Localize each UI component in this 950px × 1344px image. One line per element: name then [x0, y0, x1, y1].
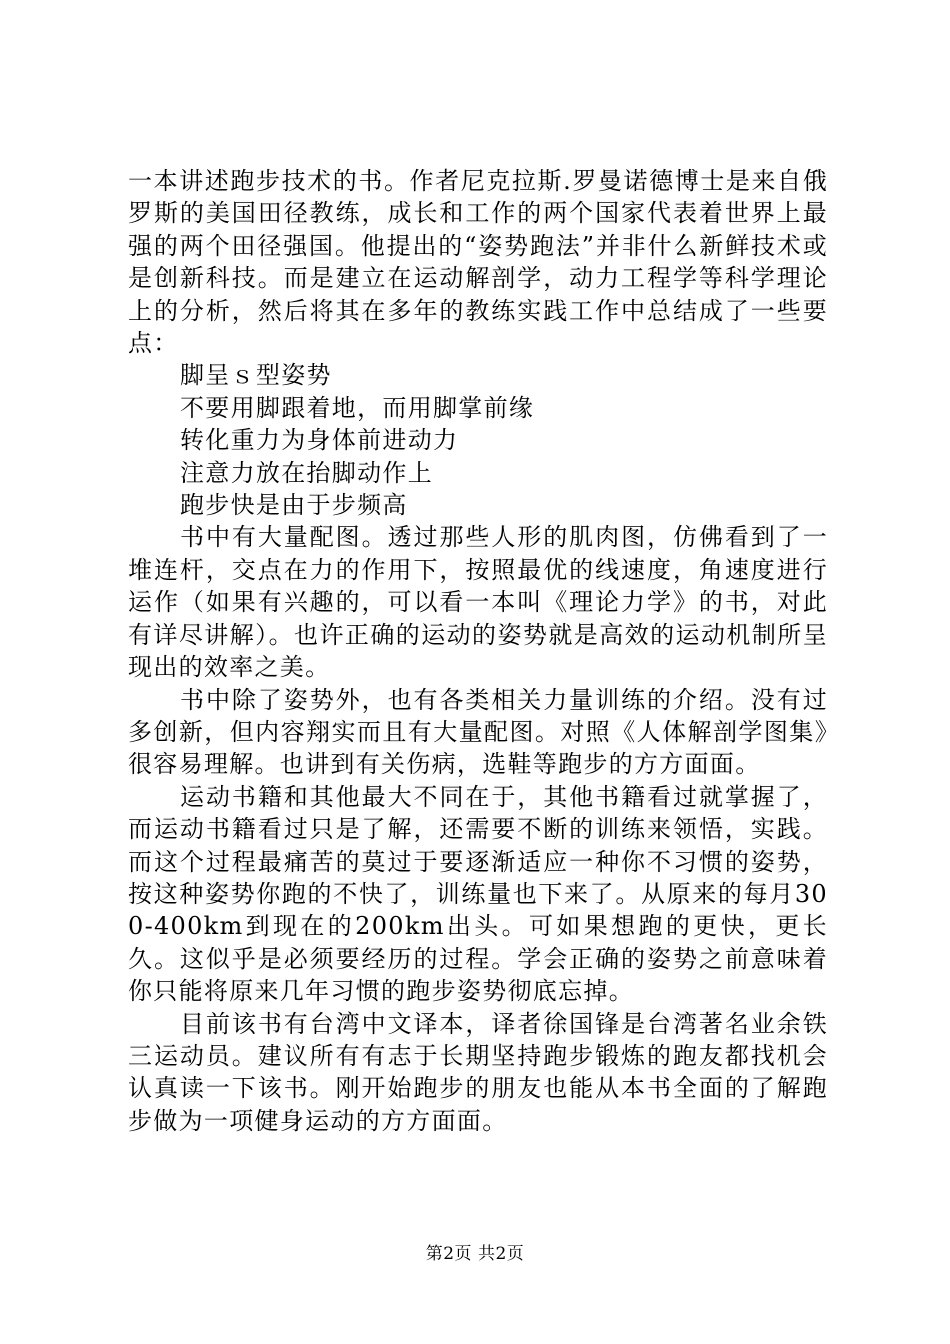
- point-item: 跑步快是由于步频高: [180, 491, 408, 520]
- body-paragraph: 书中除了姿势外，也有各类相关力量训练的介绍。没有过多创新，但内容翔实而且有大量配图。对照《人体解剖学图集》很容易理解。也讲到有关伤病，选鞋等跑步的方方面面。: [128, 685, 828, 779]
- point-item: 注意力放在抬脚动作上: [180, 458, 433, 487]
- point-item: 不要用脚跟着地，而用脚掌前缘: [180, 393, 535, 422]
- document-body: [128, 165, 828, 1137]
- body-paragraph: 书中有大量配图。透过那些人形的肌肉图，仿佛看到了一堆连杆，交点在力的作用下，按照最优的线速度，角速度进行运作（如果有兴趣的，可以看一本叫《理论力学》的书，对此有详尽讲解）。也许正确的运动的姿势就是高效的运动机制所呈现出的效率之美。: [128, 523, 828, 682]
- page-number-footer: 第2页 共2页: [425, 1244, 525, 1264]
- body-paragraph: 运动书籍和其他最大不同在于，其他书籍看过就掌握了，而运动书籍看过只是了解，还需要不断的训练来领悟，实践。而这个过程最痛苦的莫过于要逐渐适应一种你不习惯的姿势，按这种姿势你跑的不快了，训练量也下来了。从原来的每月300-400km到现在的200km出头。可如果想跑的更快，更长久。这似乎是必须要经历的过程。学会正确的姿势之前意味着你只能将原来几年习惯的跑步姿势彻底忘掉。: [128, 782, 828, 1006]
- point-item: 转化重力为身体前进动力: [180, 426, 459, 455]
- intro-paragraph: 一本讲述跑步技术的书。作者尼克拉斯.罗曼诺德博士是来自俄罗斯的美国田径教练，成长和工作的两个国家代表着世界上最强的两个田径强国。他提出的“姿势跑法”并非什么新鲜技术或是创新科技。而是建立在运动解剖学，动力工程学等科学理论上的分析，然后将其在多年的教练实践工作中总结成了一些要点：: [128, 167, 828, 358]
- point-item: 脚呈ｓ型姿势: [180, 361, 332, 390]
- body-paragraph: 目前该书有台湾中文译本，译者徐国锋是台湾著名业余铁三运动员。建议所有有志于长期坚持跑步锻炼的跑友都找机会认真读一下该书。刚开始跑步的朋友也能从本书全面的了解跑步做为一项健身运动的方方面面。: [128, 1009, 828, 1135]
